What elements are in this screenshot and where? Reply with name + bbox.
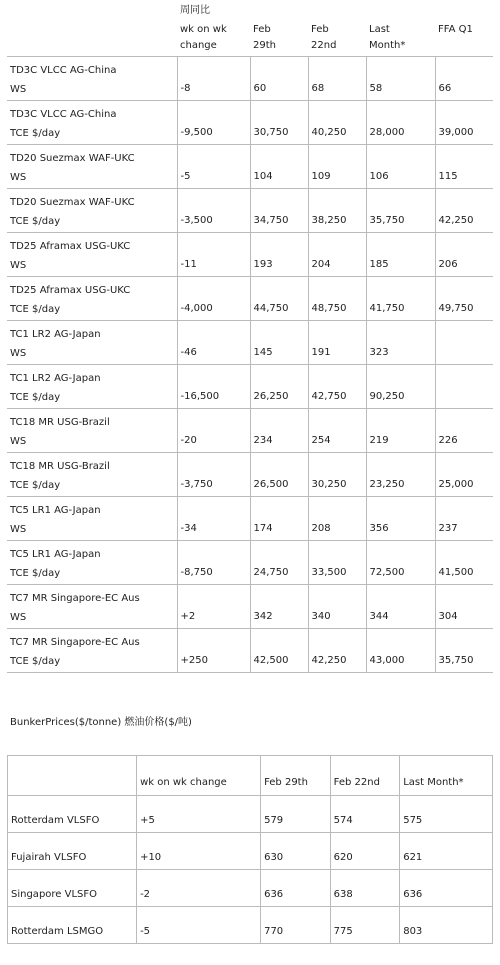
header-change-cn: 周同比 [180,5,210,16]
last-month-cell: 106 [366,144,435,188]
header-ffa-label: FFA Q1 [438,24,473,35]
feb22-cell: 340 [308,584,366,628]
feb22-cell: 574 [330,796,400,833]
route-unit: WS [10,523,27,535]
feb22-cell: 42,250 [308,628,366,672]
change-cell: +2 [177,584,250,628]
bunker-prices-section [7,755,493,944]
last-month-cell: 23,250 [366,452,435,496]
change-cell: -11 [177,232,250,276]
ffa-cell: 237 [435,496,493,540]
route-name: TC1 LR2 AG-Japan [10,372,101,384]
route-name: TC18 MR USG-Brazil [10,416,110,428]
table-row [8,833,493,870]
feb29-cell: 145 [250,320,308,364]
header-last-month [366,0,435,56]
last-month-cell: 185 [366,232,435,276]
ffa-cell: 66 [435,56,493,100]
feb22-cell: 204 [308,232,366,276]
feb29-cell: 193 [250,232,308,276]
bunker-header-change: wk on wk change [137,756,261,796]
feb22-cell: 620 [330,833,400,870]
feb29-cell: 26,500 [250,452,308,496]
table-row [8,870,493,907]
change-cell: -34 [177,496,250,540]
feb22-cell: 38,250 [308,188,366,232]
header-change-en-line2: change [180,40,217,51]
change-cell: +5 [137,796,261,833]
route-unit: TCE $/day [10,391,61,403]
table-row [7,496,493,540]
feb29-cell: 24,750 [250,540,308,584]
route-name: TC7 MR Singapore-EC Aus [10,636,140,648]
route-unit: TCE $/day [10,215,61,227]
route-name: TD20 Suezmax WAF-UKC [10,196,135,208]
route-name: TC18 MR USG-Brazil [10,460,110,472]
bunker-header-last: Last Month* [400,756,493,796]
header-last-line2: Month* [369,40,406,51]
change-cell: -20 [177,408,250,452]
last-month-cell: 43,000 [366,628,435,672]
ffa-cell: 42,250 [435,188,493,232]
fuel-name-cell: Fujairah VLSFO [8,833,137,870]
ffa-cell [435,364,493,408]
last-month-cell: 58 [366,56,435,100]
ffa-cell: 304 [435,584,493,628]
change-cell: -3,500 [177,188,250,232]
route-cell [7,188,177,232]
last-month-cell: 28,000 [366,100,435,144]
header-change [177,0,250,56]
feb22-cell: 191 [308,320,366,364]
ffa-cell: 206 [435,232,493,276]
feb29-cell: 34,750 [250,188,308,232]
feb22-cell: 638 [330,870,400,907]
route-cell [7,320,177,364]
last-month-cell: 41,750 [366,276,435,320]
route-unit: WS [10,611,27,623]
feb29-cell: 30,750 [250,100,308,144]
header-feb29-line2: 29th [253,40,276,51]
header-ffa [435,0,493,56]
feb22-cell: 208 [308,496,366,540]
route-unit: TCE $/day [10,655,61,667]
last-month-cell: 636 [400,870,493,907]
route-cell [7,496,177,540]
feb22-cell: 30,250 [308,452,366,496]
last-month-cell: 90,250 [366,364,435,408]
table-row [7,364,493,408]
bunker-prices-table [7,755,493,944]
change-cell: +10 [137,833,261,870]
route-name: TD3C VLCC AG-China [10,108,117,120]
change-cell: -5 [177,144,250,188]
feb22-cell: 48,750 [308,276,366,320]
route-unit: TCE $/day [10,567,61,579]
feb22-cell: 33,500 [308,540,366,584]
freight-rates-section [7,0,493,673]
last-month-cell: 323 [366,320,435,364]
route-unit: TCE $/day [10,127,61,139]
table-row [7,276,493,320]
bunker-header-row [8,756,493,796]
route-name: TD25 Aframax USG-UKC [10,284,131,296]
header-feb22 [308,0,366,56]
table-row [7,452,493,496]
fuel-name-cell: Rotterdam LSMGO [8,907,137,944]
table-row [7,320,493,364]
route-cell [7,628,177,672]
ffa-cell: 115 [435,144,493,188]
route-unit: WS [10,259,27,271]
feb29-cell: 60 [250,56,308,100]
route-name: TC5 LR1 AG-Japan [10,548,101,560]
change-cell: -3,750 [177,452,250,496]
route-name: TD25 Aframax USG-UKC [10,240,131,252]
bunker-header-feb22: Feb 22nd [330,756,400,796]
header-feb29 [250,0,308,56]
ffa-cell [435,320,493,364]
header-feb22-line2: 22nd [311,40,337,51]
route-name: TC5 LR1 AG-Japan [10,504,101,516]
table-row [7,540,493,584]
last-month-cell: 35,750 [366,188,435,232]
last-month-cell: 621 [400,833,493,870]
fuel-name-cell: Singapore VLSFO [8,870,137,907]
feb22-cell: 40,250 [308,100,366,144]
feb29-cell: 770 [261,907,331,944]
last-month-cell: 803 [400,907,493,944]
route-unit: WS [10,347,27,359]
header-feb22-line1: Feb [311,24,329,35]
table-row [7,56,493,100]
freight-header-row [7,0,493,56]
change-cell: -2 [137,870,261,907]
feb29-cell: 26,250 [250,364,308,408]
route-unit: TCE $/day [10,303,61,315]
table-row [7,408,493,452]
feb29-cell: 234 [250,408,308,452]
feb22-cell: 68 [308,56,366,100]
route-unit: WS [10,83,27,95]
route-cell [7,100,177,144]
bunker-caption: BunkerPrices($/tonne) 燃油价格($/吨) [10,717,192,728]
route-unit: WS [10,435,27,447]
feb29-cell: 579 [261,796,331,833]
route-name: TC7 MR Singapore-EC Aus [10,592,140,604]
table-row [7,232,493,276]
route-name: TD20 Suezmax WAF-UKC [10,152,135,164]
last-month-cell: 575 [400,796,493,833]
feb29-cell: 174 [250,496,308,540]
change-cell: -5 [137,907,261,944]
change-cell: -16,500 [177,364,250,408]
feb22-cell: 42,750 [308,364,366,408]
ffa-cell: 226 [435,408,493,452]
ffa-cell: 41,500 [435,540,493,584]
last-month-cell: 72,500 [366,540,435,584]
route-cell [7,452,177,496]
table-row [7,584,493,628]
route-cell [7,276,177,320]
route-name: TC1 LR2 AG-Japan [10,328,101,340]
table-row [7,144,493,188]
feb22-cell: 109 [308,144,366,188]
ffa-cell: 49,750 [435,276,493,320]
change-cell: -4,000 [177,276,250,320]
route-cell [7,232,177,276]
route-cell [7,584,177,628]
header-last-line1: Last [369,24,390,35]
fuel-name-cell: Rotterdam VLSFO [8,796,137,833]
feb29-cell: 636 [261,870,331,907]
route-unit: TCE $/day [10,479,61,491]
change-cell: -8,750 [177,540,250,584]
feb29-cell: 42,500 [250,628,308,672]
header-change-en-line1: wk on wk [180,24,227,35]
header-route-blank [7,0,177,56]
last-month-cell: 219 [366,408,435,452]
table-row [8,796,493,833]
table-row [7,188,493,232]
feb22-cell: 775 [330,907,400,944]
bunker-header-feb29: Feb 29th [261,756,331,796]
ffa-cell: 35,750 [435,628,493,672]
route-cell [7,364,177,408]
feb22-cell: 254 [308,408,366,452]
bunker-header-label [8,756,137,796]
feb29-cell: 104 [250,144,308,188]
route-cell [7,144,177,188]
route-cell [7,56,177,100]
table-row [8,907,493,944]
route-cell [7,540,177,584]
last-month-cell: 356 [366,496,435,540]
feb29-cell: 342 [250,584,308,628]
ffa-cell: 25,000 [435,452,493,496]
route-cell [7,408,177,452]
table-row [7,628,493,672]
change-cell: -46 [177,320,250,364]
route-unit: WS [10,171,27,183]
route-name: TD3C VLCC AG-China [10,64,117,76]
freight-rates-table [7,0,493,673]
change-cell: -9,500 [177,100,250,144]
change-cell: -8 [177,56,250,100]
feb29-cell: 630 [261,833,331,870]
table-row [7,100,493,144]
feb29-cell: 44,750 [250,276,308,320]
last-month-cell: 344 [366,584,435,628]
header-feb29-line1: Feb [253,24,271,35]
change-cell: +250 [177,628,250,672]
ffa-cell: 39,000 [435,100,493,144]
